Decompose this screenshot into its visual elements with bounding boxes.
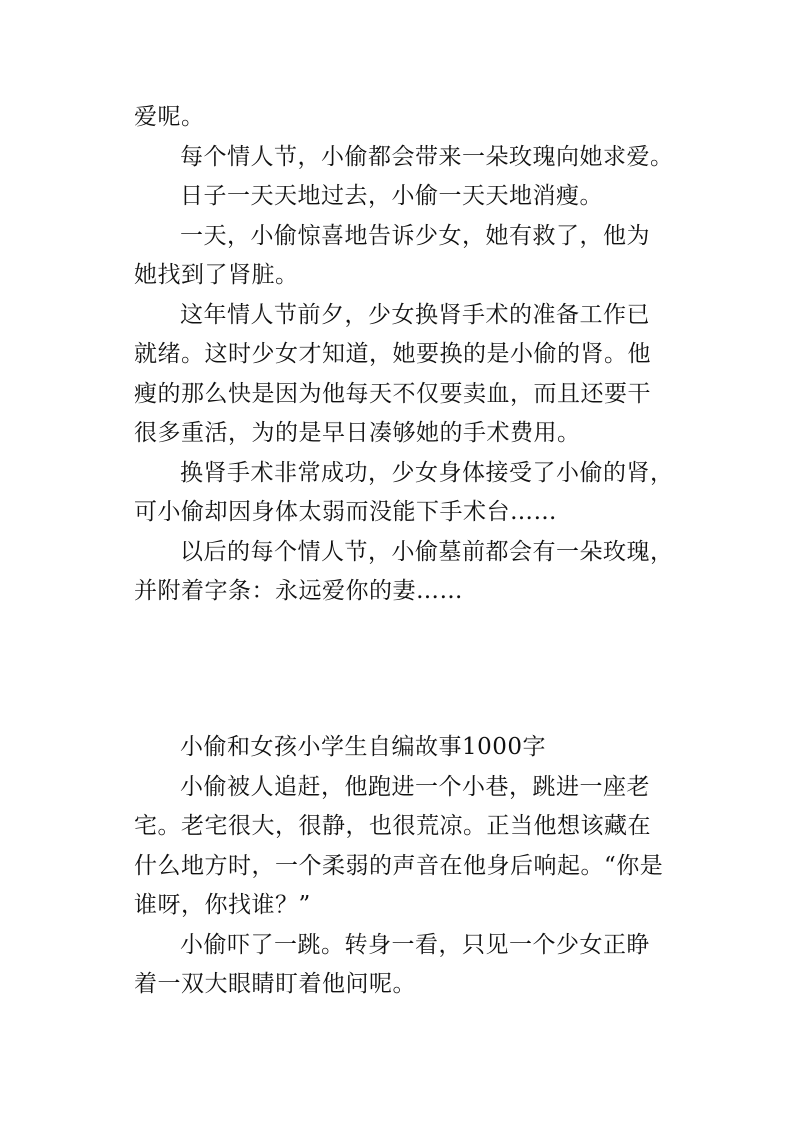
story-section-2	[134, 728, 674, 1005]
paragraph-line: 着一双大眼睛盯着他问呢。	[134, 971, 416, 997]
paragraph-line: 小偷吓了一跳。转身一看，只见一个少女正睁	[180, 931, 650, 958]
paragraph-line: 谁呀，你找谁？”	[134, 892, 311, 918]
paragraph-line: 以后的每个情人节，小偷墓前都会有一朵玫瑰，	[180, 538, 674, 565]
paragraph-line: 这年情人节前夕，少女换肾手术的准备工作已	[180, 301, 650, 328]
paragraph-line: 每个情人节，小偷都会带来一朵玫瑰向她求爱。	[180, 143, 674, 170]
paragraph-line: 可小偷却因身体太弱而没能下手术台……	[134, 499, 557, 525]
story-section-1	[134, 98, 674, 612]
paragraph-line: 她找到了肾脏。	[134, 262, 299, 288]
paragraph-line: 换肾手术非常成功，少女身体接受了小偷的肾，	[180, 459, 674, 486]
section-title: 小偷和女孩小学生自编故事1000字	[180, 734, 547, 760]
paragraph-line: 很多重活，为的是早日凑够她的手术费用。	[134, 420, 581, 446]
paragraph-line: 一天，小偷惊喜地告诉少女，她有救了，他为	[180, 222, 650, 249]
paragraph-line: 就绪。这时少女才知道，她要换的是小偷的肾。他	[134, 341, 651, 367]
paragraph-line: 什么地方时，一个柔弱的声音在他身后响起。“你是	[134, 852, 664, 879]
paragraph-line: 爱呢。	[134, 104, 205, 130]
paragraph-line: 小偷被人追赶，他跑进一个小巷，跳进一座老	[180, 773, 650, 800]
paragraph-line: 宅。老宅很大，很静，也很荒凉。正当他想该藏在	[134, 813, 651, 839]
paragraph-line: 并附着字条：永远爱你的妻……	[134, 578, 463, 604]
paragraph-line: 日子一天天地过去，小偷一天天地消瘦。	[180, 183, 603, 209]
paragraph-line: 瘦的那么快是因为他每天不仅要卖血，而且还要干	[134, 380, 651, 407]
